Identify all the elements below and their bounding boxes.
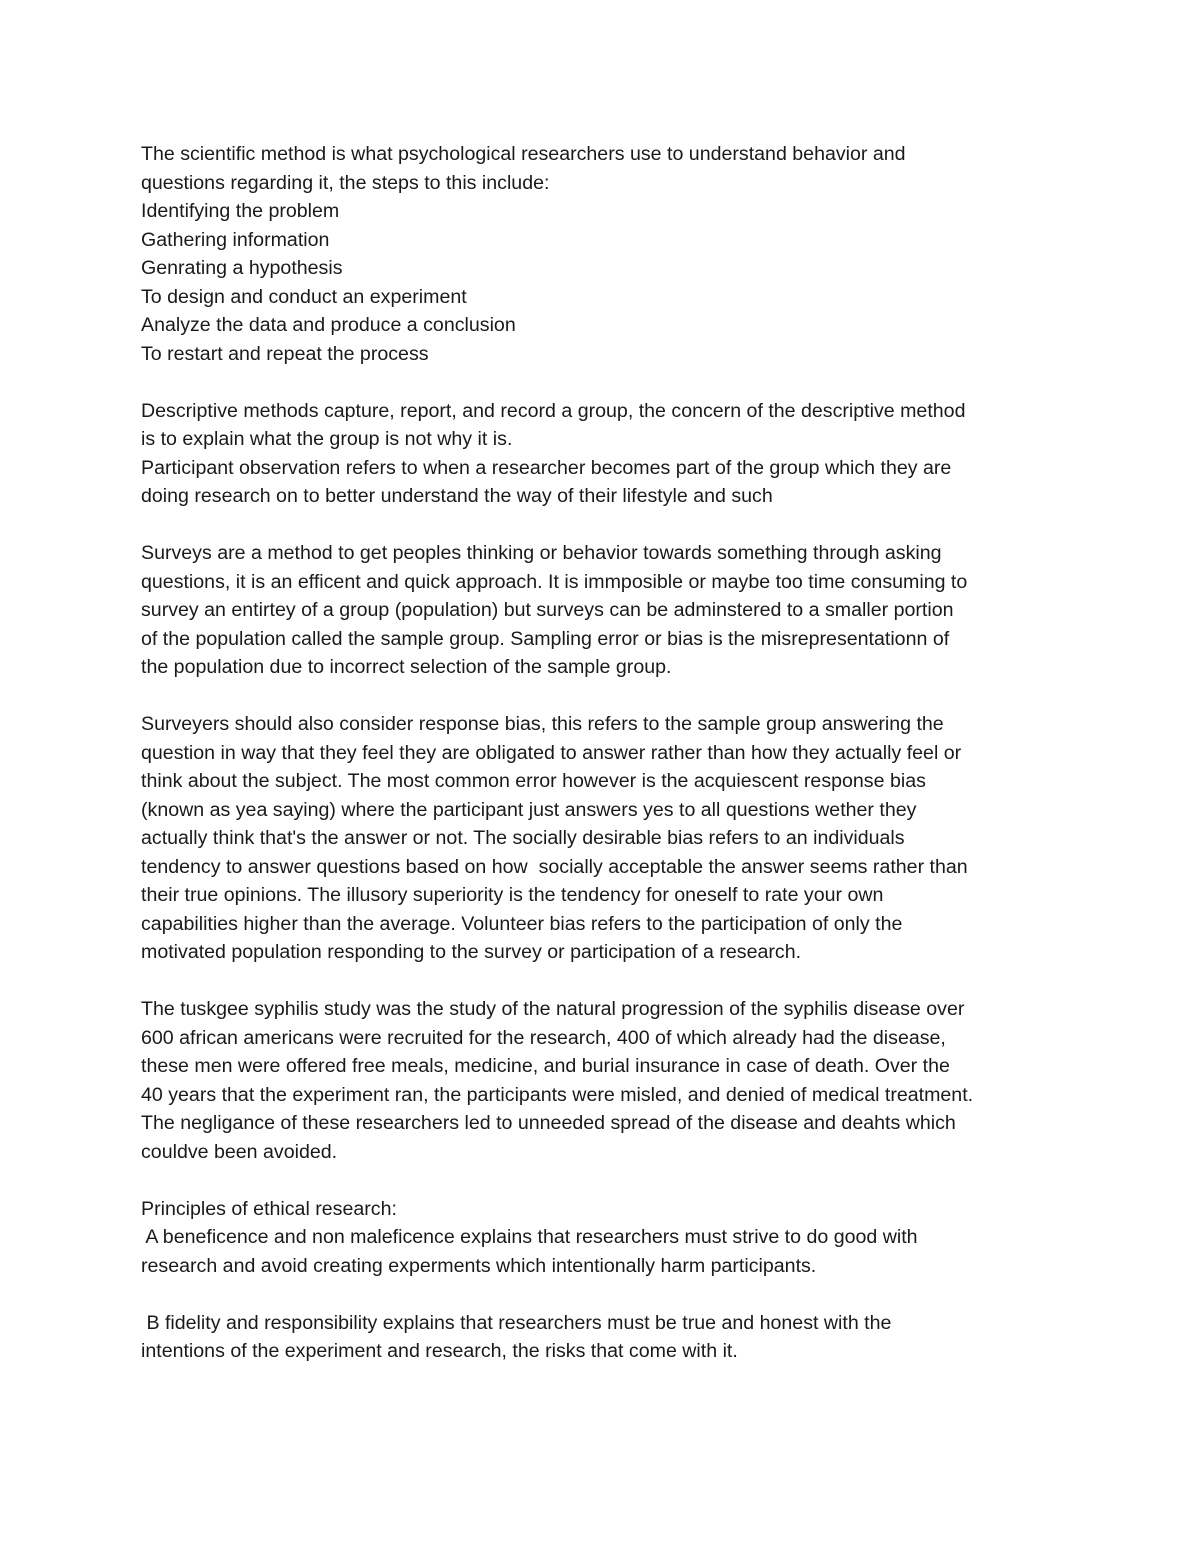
text-line: questions, it is an efficent and quick approach. It is immposible or maybe too time consuming to bbox=[141, 570, 968, 593]
text-line: intentions of the experiment and research, the risks that come with it. bbox=[141, 1340, 738, 1362]
bias-paragraph bbox=[141, 710, 1076, 967]
principle-a-paragraph bbox=[141, 1223, 1076, 1280]
paragraph-spacer bbox=[141, 1280, 1076, 1309]
step-item: Identifying the problem bbox=[141, 200, 340, 222]
text-line: research and avoid creating experments which intentionally harm participants. bbox=[141, 1254, 817, 1277]
text-line: The tuskgee syphilis study was the study of the natural progression of the syphilis disease over bbox=[141, 998, 965, 1020]
participant-paragraph bbox=[141, 454, 1076, 511]
surveys-paragraph bbox=[141, 539, 1076, 682]
intro-paragraph bbox=[141, 140, 1076, 197]
text-line: B fidelity and responsibility explains that researchers must be true and honest with the bbox=[141, 1311, 892, 1334]
text-line: Surveys are a method to get peoples thinking or behavior towards something through asking bbox=[141, 542, 942, 564]
text-line: doing research on to better understand the way of their lifestyle and such bbox=[141, 485, 773, 507]
text-line: actually think that's the answer or not. The socially desirable bias refers to an individuals bbox=[141, 827, 905, 849]
step-item: Gathering information bbox=[141, 228, 330, 251]
step-item: To design and conduct an experiment bbox=[141, 285, 467, 308]
text-line: The scientific method is what psychological researchers use to understand behavior and bbox=[141, 143, 906, 165]
text-line: couldve been avoided. bbox=[141, 1140, 338, 1163]
text-line: The negligance of these researchers led to unneeded spread of the disease and deahts which bbox=[141, 1112, 956, 1134]
text-line: the population due to incorrect selection of the sample group. bbox=[141, 656, 672, 678]
text-line: Descriptive methods capture, report, and record a group, the concern of the descriptive method bbox=[141, 399, 966, 422]
text-line: of the population called the sample group. Sampling error or bias is the misrepresentationn of bbox=[141, 627, 950, 650]
text-line: motivated population responding to the survey or participation of a research. bbox=[141, 941, 802, 963]
paragraph-spacer bbox=[141, 368, 1076, 397]
text-line: these men were offered free meals, medicine, and burial insurance in case of death. Over the bbox=[141, 1055, 950, 1077]
step-item: Genrating a hypothesis bbox=[141, 257, 343, 279]
heading-line: Principles of ethical research: bbox=[141, 1197, 397, 1220]
text-line: think about the subject. The most common error however is the acquiescent response bias bbox=[141, 770, 926, 792]
tuskegee-paragraph bbox=[141, 995, 1076, 1166]
paragraph-spacer bbox=[141, 682, 1076, 711]
text-line: 600 african americans were recruited for the research, 400 of which already had the disease, bbox=[141, 1026, 946, 1049]
text-line: (known as yea saying) where the participant just answers yes to all questions wether they bbox=[141, 798, 917, 821]
paragraph-spacer bbox=[141, 967, 1076, 996]
step-item: Analyze the data and produce a conclusion bbox=[141, 314, 516, 336]
text-line: capabilities higher than the average. Volunteer bias refers to the participation of only the bbox=[141, 912, 903, 935]
text-line: question in way that they feel they are obligated to answer rather than how they actually feel or bbox=[141, 741, 962, 764]
text-line: is to explain what the group is not why it is. bbox=[141, 428, 513, 450]
text-line: 40 years that the experiment ran, the participants were misled, and denied of medical treatment. bbox=[141, 1083, 974, 1106]
descriptive-paragraph bbox=[141, 397, 1076, 454]
paragraph-spacer bbox=[141, 1166, 1076, 1195]
principle-b-paragraph bbox=[141, 1309, 1076, 1366]
text-line: Surveyers should also consider response bias, this refers to the sample group answering the bbox=[141, 713, 944, 735]
steps-list bbox=[141, 197, 1076, 368]
step-item: To restart and repeat the process bbox=[141, 342, 429, 365]
text-line: A beneficence and non maleficence explains that researchers must strive to do good with bbox=[141, 1226, 918, 1248]
text-line: survey an entirtey of a group (population) but surveys can be adminstered to a smaller portion bbox=[141, 599, 954, 621]
text-line: their true opinions. The illusory superiority is the tendency for oneself to rate your own bbox=[141, 884, 884, 906]
document-body bbox=[141, 140, 1076, 1366]
principles-heading bbox=[141, 1195, 1076, 1224]
text-line: Participant observation refers to when a researcher becomes part of the group which they are bbox=[141, 456, 952, 479]
text-line: tendency to answer questions based on how socially acceptable the answer seems rather than bbox=[141, 855, 968, 878]
paragraph-spacer bbox=[141, 511, 1076, 540]
text-line: questions regarding it, the steps to this include: bbox=[141, 171, 550, 194]
